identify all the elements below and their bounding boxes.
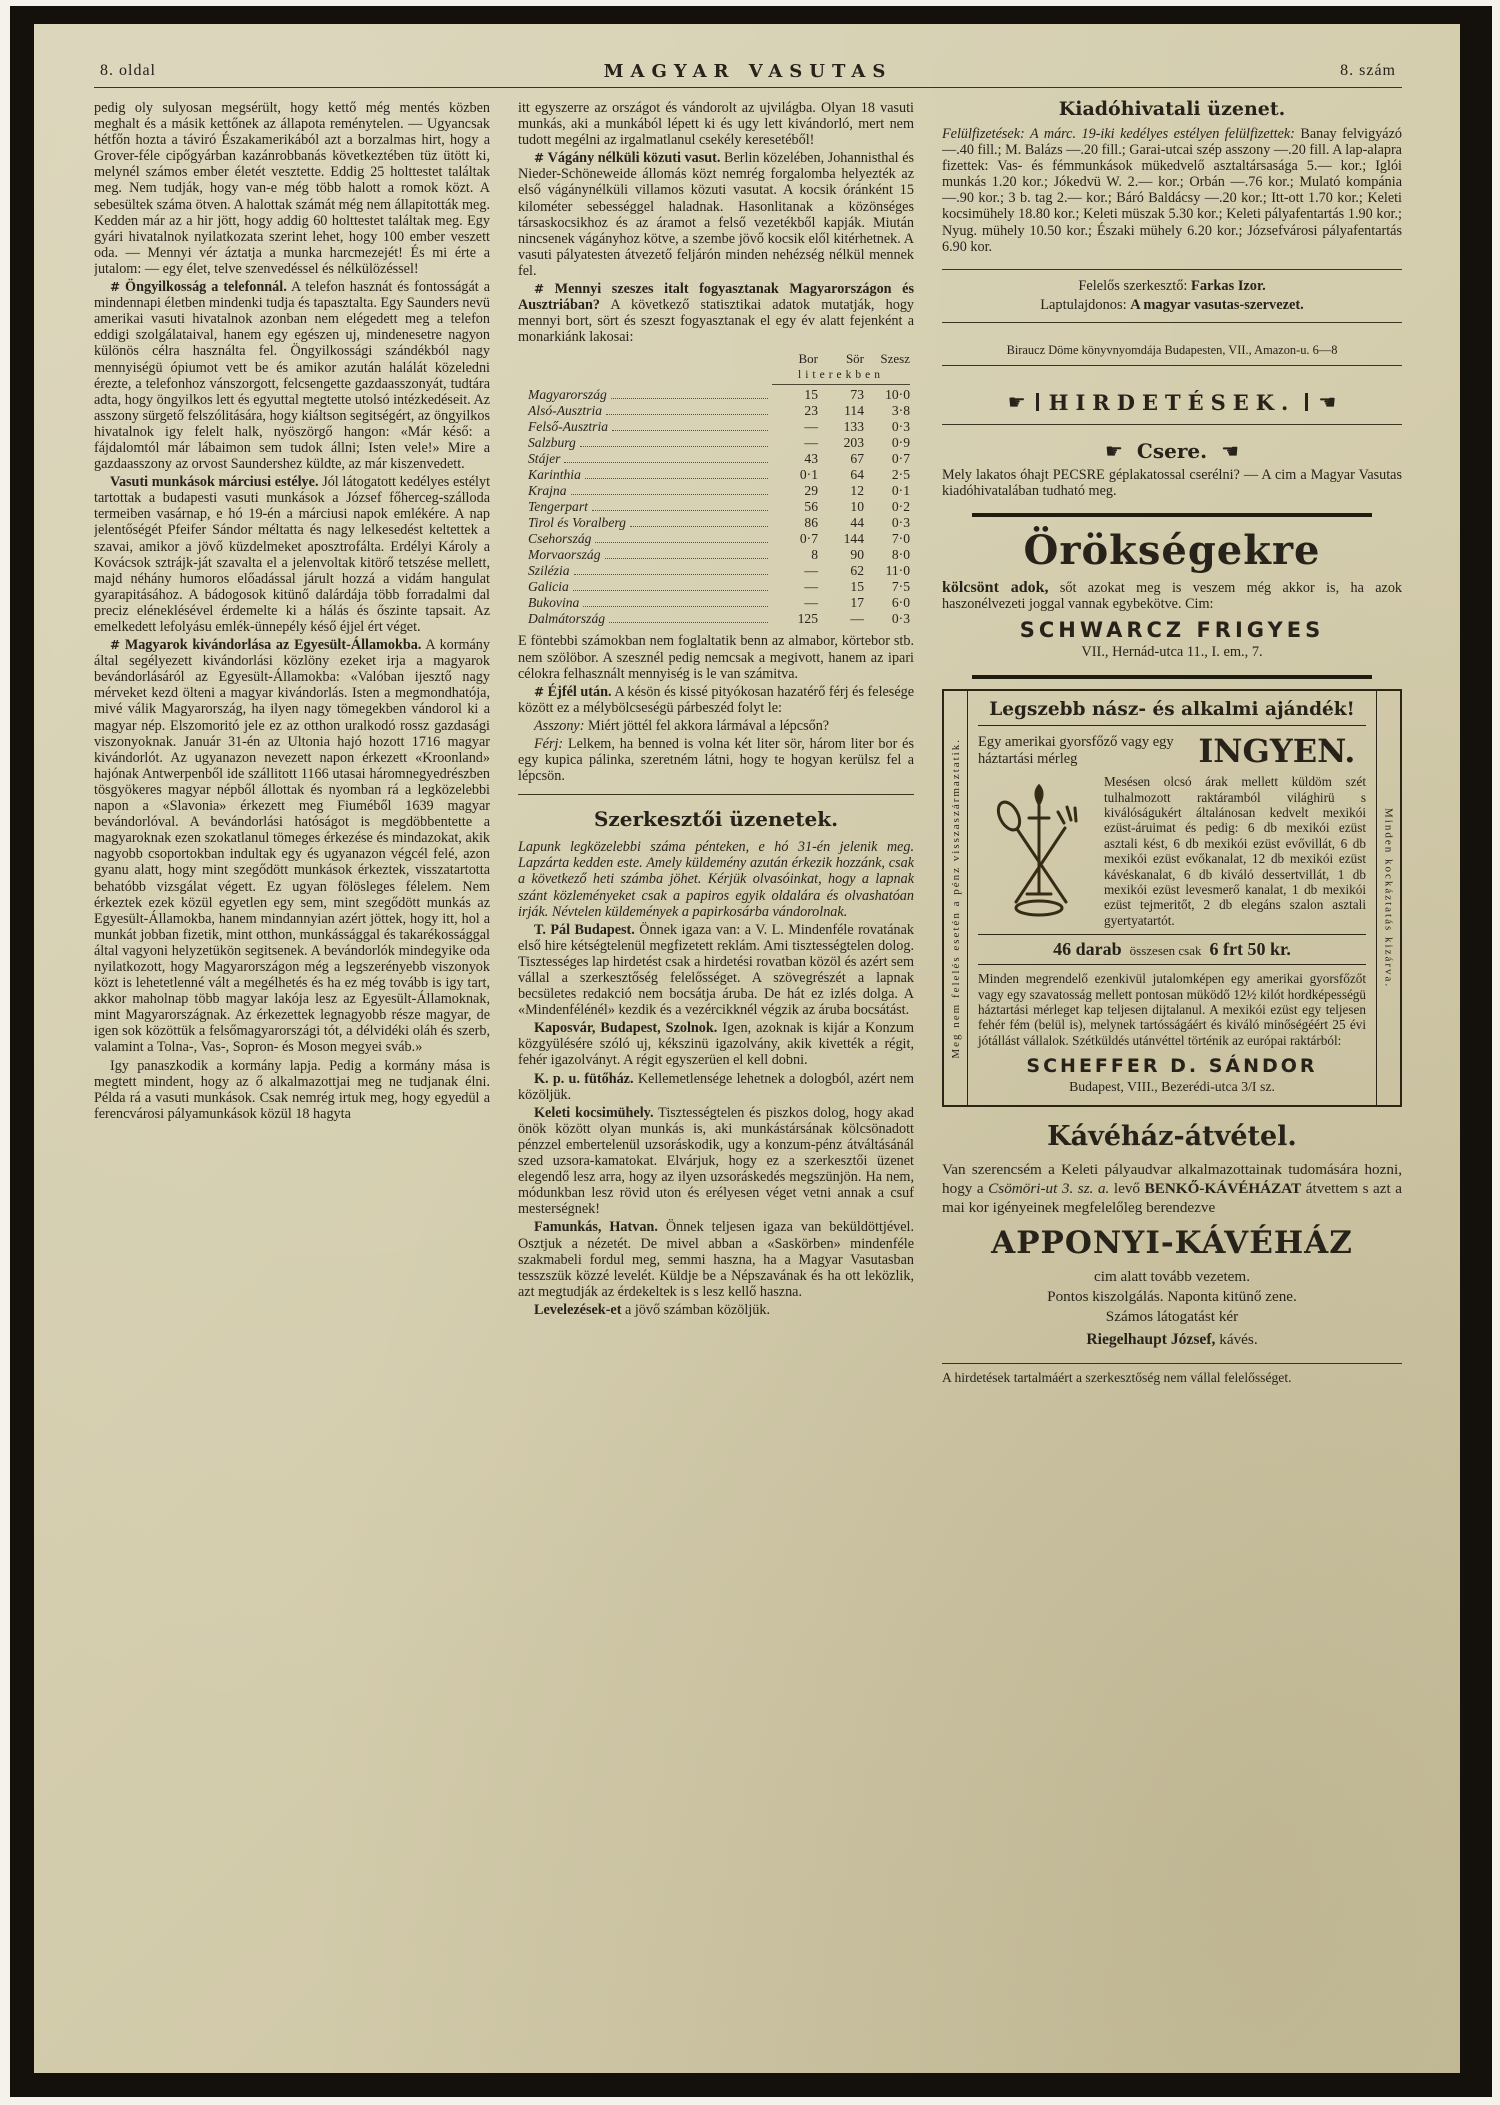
inheritance-ad-body: sőt azokat meg is veszem még akkor is, ha azok haszonélvezeti joggal vannak egybekötve. Cim:: [942, 579, 1402, 613]
impressum-line: [942, 277, 1402, 296]
article-paragraph: [518, 281, 914, 345]
article-text: A késön és kissé pityókosan hazatérő férj és felesége között ez a mélybölcseségü párbeszéd folyt le:: [518, 683, 914, 716]
table-row: Salzburg — 203 0·9: [528, 435, 910, 451]
column-header: Sör: [845, 351, 864, 367]
dialog-text: Lelkem, ha benned is volna két liter sör, három liter bor és egy kupica pálinka, szeretném látni, hogy te hogyan kerülsz fel a lépcsön.: [518, 735, 914, 785]
table-row: Tirol és Voralberg 86 44 0·3: [528, 515, 910, 531]
price-line: [978, 934, 1366, 965]
publisher-notice-heading: Kiadóhivatali üzenet.: [1058, 98, 1286, 120]
table-row: Szilézia — 62 11·0: [528, 563, 910, 579]
reply-text: Tisztességtelen és piszkos dolog, hogy akad önök között olyan munkás is, aki munkástársának kölcsönadott pénzzel embertelenül uzsoráskodik, ugy a konzum-pénz átváltásánál szed uzsora-kamatokat. Elvárjuk, hogy ez a szerkesztői üzenet elegendő lesz arra, hogy az ilyen uzsoráskedés megszünjön. Ha nem, módunkban lesz rövid uton és erélyesen véget vetni annak a csuf mesterségnek!: [518, 1104, 914, 1218]
cafe-ad: [942, 1121, 1402, 1349]
advertiser-address: VII., Hernád-utca 11., I. em., 7.: [1081, 644, 1263, 661]
page-number: 8. oldal: [100, 62, 156, 79]
table-row: Stájer 43 67 0·7: [528, 451, 910, 467]
price-connector: összesen csak: [1129, 943, 1202, 959]
section-mark-icon: #: [534, 684, 545, 699]
table-row: Tengerpart 56 10 0·2: [528, 499, 910, 515]
table-header-row: [528, 351, 910, 367]
silverware-ad-terms: Minden megrendelő ezenkivül jutalomképen egy amerikai gyorsfőzőt vagy egy szavatosság mellett pontosan müködő 12½ kilót hordképességü háztartási mérleget kap teljesen dijtalanul. A mexikói ezüst egy teljesen fehér fém (belül is), melynek tartósságáért és kiváló minőségéért 25 évi jótállást vállalok. Szétküldés utánvéttel történik az európai raktárból:: [978, 971, 1366, 1048]
article-title: Vágány nélküli közuti vasut.: [547, 150, 721, 167]
cafe-signature: Riegelhaupt József, kávés.: [1086, 1331, 1258, 1349]
section-mark-icon: #: [110, 638, 121, 653]
article-text: Berlin közelében, Johannisthal és Nieder-Schöneweide állomás közt nemrég forgalomba helyezték az első vágánynélküli villamos közuti vasutat. A kocsik óránként 15 kilométer sebességgel haladnak. Hasonlitanak a közönséges társaskocsikhoz és az áramot a felső vezetékből kapják. Miután nincsenek vágányhoz kötve, a szembe jövő kocsik elől kitérhetnek. A vasuti pályatesten átvezető feljárón minden nehézség nélkül mennek fel.: [518, 150, 914, 279]
inheritance-ad-lead: kölcsönt adok,: [942, 578, 1049, 596]
ad-side-note-left: [944, 691, 968, 1105]
table-row: Bukovina — 17 6·0: [528, 595, 910, 611]
article-text: Igy panaszkodik a kormány lapja. Pedig a kormány mása is megtett mindent, hogy az ő alkalmazottjai meg ne tudjanak élni. Példa rá a vasuti munkások. Csak nemrég irtuk meg, hogy egyedül a ferencvárosi pályamunkások közül 18 hagyta: [94, 1057, 490, 1122]
article-paragraph: [94, 474, 490, 635]
inheritance-ad-text: [942, 580, 1402, 612]
price-value: 6 frt 50 kr.: [1209, 939, 1291, 960]
table-row: Galicia — 15 7·5: [528, 579, 910, 595]
reply-text: Önnek igaza van: a V. L. Mindenféle rovatának első hire kétségtelenül megfizetett reklám. Ami tisztességtelen dolog. Tisztességes lap hirdetést csak a hirdetési rovatban közöl és azért sem vállal a szerkesztőség felelősséget. A szövegrészét a lapnak becsületes redakció nem bocsátja áruba. De hát ez izlés dolga. A «Mindenfélénél» kezdik és a vezércikknél végzik az áruba bocsátást.: [518, 921, 914, 1019]
article-paragraph: [518, 633, 914, 681]
owner-label: Laptulajdonos:: [1040, 296, 1127, 313]
table-row: Csehország 0·7 144 7·0: [528, 531, 910, 547]
new-cafe-name: APPONYI-KÁVÉHÁZ: [991, 1225, 1353, 1262]
csere-ad: [942, 439, 1402, 499]
reply-text: Igen, azoknak is kijár a Konzum közgyülésére szóló uj, kékszinü igazolvány, akik kivették a régit, fehér igazolványt. A régit egyszerüen el kell dobni.: [518, 1020, 914, 1069]
pointing-hand-icon: ☚: [1221, 438, 1239, 463]
section-mark-icon: #: [534, 151, 545, 166]
notice-body: Banay felvigyázó —.40 fill.; M. Balázs —.20 fill.; Garai-utcai szép asszony —.20 fill. A lap-alapra fizettek: Vas- és fémmunkások mükedvelő asztaltársasága 5.— kor.; Iglói munkás 1.20 kor.; Jókedvü W. 2.— kor.; Orbán —.76 kor.; Mulató kompánia —.90 kor.; 3 b. tag 2.— kor.; Báró Baldácsy —.20 kor.; Itt-ott 1.70 kor.; Keleti kocsimühely 18.80 kor.; Keleti müszak 5.30 kor.; Keleti pályafentartás 1.90 kor.; Nyug. mühely 10.50 kor.; Északi mühely 6.20 kor.; Józsefvárosi pályafentartás 6.90 kor.: [942, 126, 1402, 255]
column-2: [518, 98, 914, 2043]
advertiser-name: SCHEFFER D. SÁNDOR: [1026, 1055, 1318, 1078]
article-paragraph: [518, 684, 914, 716]
article-title: Magyarok kivándorlása az Egyesült-Államokba.: [124, 637, 422, 654]
cafe-address: Csömöri-ut 3. sz. a.: [988, 1180, 1110, 1198]
pointing-hand-icon: ☛: [1007, 390, 1026, 415]
dialog-line: [518, 718, 914, 734]
article-paragraph: [94, 637, 490, 1055]
csere-ad-header: [942, 439, 1402, 463]
editor-reply: [518, 1302, 914, 1318]
reply-addressee: K. p. u. fütőház.: [534, 1070, 634, 1087]
newspaper-page: [34, 24, 1460, 2073]
pointing-hand-icon: ☛: [1104, 438, 1123, 463]
article-text: E föntebbi számokban nem foglaltatik benn az almabor, körtebor stb. nem szölöbor. A szesznél pedig nemcsak a megivott, hanem az ipari célokra felhasznált mennyiség is le van számitva.: [518, 633, 914, 682]
old-cafe-name: BENKŐ-KÁVÉHÁZAT: [1144, 1180, 1302, 1198]
thick-divider: [972, 513, 1372, 517]
editor-reply: [518, 1219, 914, 1299]
cafe-ad-line: cim alatt tovább vezetem.: [1093, 1268, 1251, 1286]
inheritance-ad-title: Örökségekre: [1023, 526, 1321, 574]
impressum-box: [942, 269, 1402, 323]
ad-side-note-text: Minden kockáztatás kizárva.: [1382, 808, 1395, 989]
free-gift-label: INGYEN.: [1198, 732, 1356, 771]
candlestick-illustration: [978, 776, 1096, 926]
pointing-hand-icon: ☚: [1318, 390, 1337, 415]
reply-text: a jövő számban közöljük.: [625, 1301, 770, 1318]
advertisements-title: HIRDETÉSEK.: [1048, 389, 1296, 415]
silverware-ad-items: 6 db mexikói ezüst asztali kést, 6 db mexikói ezüst evővillát, 6 db mexikói ezüst evőkanalat, 12 db mexikói ezüst kávéskanalat, 6 db kiváló dessertvillát, 1 db mexikói ezüst levesmerő kanalat, 1 db mexikói ezüst tejmeritőt, 2 db elegáns szalon asztali gyertyatartót.: [1104, 820, 1366, 928]
page-header: [94, 54, 1402, 88]
cafe-owner-name: Riegelhaupt József,: [1086, 1331, 1216, 1349]
table-unit-row: [528, 367, 910, 387]
inheritance-loan-ad: [942, 527, 1402, 661]
cafe-ad-line: Pontos kiszolgálás. Naponta kitünő zene.: [1047, 1288, 1297, 1306]
editor-reply: [518, 1020, 914, 1068]
editor-lead-paragraph: Lapunk legközelebbi száma pénteken, e hó 31-én jelenik meg. Lapzárta kedden este. Amely küldemény azután érkezik hozzánk, csak a következő heti számba jöhet. Kérjük olvasóinkat, hogy a lapnak szánt közleményeket csak a papiros egyik oldalára és olvashatóan irják. Névtelen küldemények a papirkosárba vándorolnak.: [518, 839, 914, 920]
dialog-text: Miért jöttél fel akkora lármával a lépcsőn?: [588, 717, 830, 734]
reply-addressee: Keleti kocsimühely.: [534, 1104, 654, 1121]
advertisements-header: [942, 380, 1402, 425]
piece-count: 46 darab: [1053, 939, 1122, 960]
csere-ad-title: Csere.: [1136, 438, 1208, 463]
article-paragraph: [518, 150, 914, 279]
thick-divider: [972, 675, 1372, 679]
table-row: Krajna 29 12 0·1: [528, 483, 910, 499]
ad-side-note-text: Meg nem felelés esetén a pénz visszaszármaztatik.: [949, 737, 962, 1059]
column-header: Bor: [798, 351, 818, 367]
columns: [94, 98, 1402, 2043]
advertiser-name: SCHWARCZ FRIGYES: [1019, 618, 1325, 643]
publisher-notice: [942, 98, 1402, 255]
silverware-ad-toprow: [978, 732, 1366, 770]
impressum-line: [942, 296, 1402, 315]
article-title: Vasuti munkások márciusi estélye.: [110, 474, 319, 491]
notice-lead: Felülfizetések: A márc. 19-iki kedélyes estélyen felülfizettek:: [942, 126, 1295, 142]
printer-imprint: Biraucz Döme könyvnyomdája Budapesten, VII., Amazon-u. 6—8: [942, 337, 1402, 366]
publisher-notice-text: [942, 126, 1402, 255]
article-text: pedig oly sulyosan megsérült, hogy kettő még mentés közben meghalt és a másik kettőnek az állapota reménytelen. — Ugyancsak hétfőn hozta a táviró Északamerikából azt a borzalmas hirt, hogy a Grover-féle cipőgyárban kazánrobbanás következtében tüz ütött ki, melynél számos ember életét vesztette. Eddig 25 holttestet találtak meg. Nem tudják, hogy van-e még több halott a romok közt. A sebesültek száma ötven. A halottak számát még nem állapitották meg. Kedden már az a hir jött, hogy addig 60 holttestet találtak meg. Egy gyári hivatalnok nyilatkozata szerint lehet, hogy 100 ember veszett oda. — Mennyi vér áztatja a munka harcmezejét! És mi érte a jutalom: — egy élet, telve szenvedéssel és nélkülözéssel!: [94, 100, 490, 277]
speaker-label: Asszony:: [534, 717, 585, 734]
dialog-line: [518, 736, 914, 784]
article-title: Éjfél után.: [547, 683, 612, 700]
table-row: Alsó-Ausztria 23 114 3·8: [528, 403, 910, 419]
column-3: [942, 98, 1402, 2043]
column-header: Szesz: [880, 351, 910, 367]
article-paragraph: [94, 1058, 490, 1122]
article-text: A kormány által segélyezett kivándorlási közlöny ezeket irja a magyarok bevándorlásáról az Egyesült-Államokba: «Valóban ijesztő nagy mérveket kezd ölteni a magyar kivándorlás. Isten a megmondhatója, mivé válik Magyarország, ha ilyen nagy tömegekben vándorol ki a magyar nép. Elszomoritó jele ez az otthon uralkodó rossz gazdasági viszonyoknak. Január 31-én az Ultonia hajó hozott 1716 magyar kivándorlót. Az ugyanazon nevezett napon érkezett «Kroonland» hajónak Antwerpenből ide szállitott 1166 utasai háromnegyedrészben tösgyökeres magyar népből állottak és nyomban rá a legközelebbi napon a «Slavonia» érkezett meg Fiuméből 1639 magyar bevándorlóval. A bevándorlási hatóságot is megdöbbentette a magyaroknak ezen szokatlanul tömeges érkezése és mindazokat, akik nagyobb csoportokban indultak egy és ugyanazon végcél felé, azon gyanu alatt, hogy mint szegődött munkások érkeztek, visszatartotta behatóbb vizsgálat végett. Ez ugyan fölösleges félelem. Nem érkeztek ezek közül egyetlen egy sem, mint szegődött munkás az Egyesült-Államokba, hanem mindannyian azért jöttek, hogy itt, hol a munkát jobban fizetik, mint otthon, munkássággal és takarékossággal által vagyoni helyzetükön segitsenek. A bevándorlók mindegyike oda nyilatkozott, hogy Magyarországon még a legszerényebb viszonyok közt is lehetetlenné vált a megélhetés és ha ez még tovább is igy tart, akkor maholnap több magyar lakója lesz az Egyesült-Államoknak, mint Magyarországnak. Az érkezettek legnagyobb része magyar, de igen sok közöttük a felsőmagyarországi tót, a délvidéki oláh és szerb, valamint a Tolna-, Vas-, Sopron- és Moson megyei sváb.»: [94, 637, 490, 1056]
unit-label: literekben: [772, 367, 910, 385]
editor-reply: [518, 1071, 914, 1103]
issue-number: 8. szám: [1340, 62, 1396, 79]
owner-name: A magyar vasutas-szervezet.: [1130, 296, 1304, 313]
consumption-table: [528, 351, 910, 627]
editor-messages-heading: Szerkesztői üzenetek.: [593, 807, 839, 832]
speaker-label: Férj:: [534, 735, 564, 752]
ad-side-note-right: [1376, 691, 1400, 1105]
reply-addressee: Kaposvár, Budapest, Szolnok.: [534, 1020, 718, 1037]
disclaimer-note: A hirdetések tartalmáért a szerkesztőség nem vállal felelősséget.: [942, 1363, 1402, 1386]
table-row: Dalmátország 125 — 0·3: [528, 611, 910, 627]
section-mark-icon: #: [110, 280, 121, 295]
article-text: A telefon hasznát és fontosságát a mindennapi életben mindenki tudja és tapasztalta. Egy Saunders nevü amerikai vasuti hivatalnok azonban nem elégedett meg a telefon eddigi szolgálataival, hanem egy egészen uj, mindenesetre nagyon különös célra használta fel. Öngyilkossági szándékból nagy mennyiségü ópiumot vett be és amikor azután halálát közeledni érezte, a telefonhoz vánszorgott, felcsengette gazdaasszonyát, tudtára adta, hogy öngyilkos lett és egyuttal megtette utolsó intézkedéseit. Az asszony sürgető felszólitására, hogy kiáltson segitségért, az öngyilkos hivatalnok igy felelt halk, nyöszörgő hangon: «Már késő: a fájdalomtól már lábaimon sem tudok állni; Isten vele!» Mire a gazdaasszony az orvost Saundershez küldte, az már kiszenvedett.: [94, 279, 490, 473]
ornament-bar: [1305, 393, 1308, 411]
silverware-ad: [942, 689, 1402, 1107]
advertiser-address: Budapest, VIII., Bezerédi-utca 3/I sz.: [1069, 1079, 1275, 1095]
article-paragraph: [518, 100, 914, 148]
silverware-ad-title: Legszebb nász- és alkalmi ajándék!: [978, 699, 1366, 726]
table-row: Magyarország 15 73 10·0: [528, 387, 910, 403]
article-paragraph: [94, 279, 490, 472]
cafe-ad-line: Számos látogatást kér: [1105, 1308, 1239, 1326]
article-text: Jól látogatott kedélyes estélyt tartottak a budapesti vasuti munkások a József főherceg-szálloda termeiben vasárnap, e hó 19-én a márciusi napok emlékére. A nap jelentőségét Pfeifer Sándor méltatta és nagy lelkesedést keltettek a szavai, amikor a jövő küzdelmeket aposztrofálta. Erdélyi Károly a Kovácsok sztrájk-ját szavalta el a jelenvoltak kitörő tetszése mellett, majd néhány humoros előadással járult hozzá a vidám hangulat gyarapitásához. A bádogosok kitünő dalárdája több forradalmi dal preciz eléneklésével érdemelte ki a hálás és őszinte tapsait. Az emelkedett lefolyásu emlék-ünnepély késő éjjel ért véget.: [94, 474, 490, 635]
reply-addressee: Levelezések-et: [534, 1301, 622, 1318]
article-title: Mennyi szeszes italt fogyasztanak Magyarországon és Ausztriában?: [518, 281, 914, 314]
masthead-title: MAGYAR VASUTAS: [603, 61, 893, 82]
article-paragraph: [94, 100, 490, 277]
table-row: Karinthia 0·1 64 2·5: [528, 467, 910, 483]
article-title: Öngyilkosság a telefonnál.: [125, 279, 287, 296]
editor-reply: [518, 1105, 914, 1218]
cafe-ad-text: Van szerencsém a Keleti pályaudvar alkalmazottainak tudomására hozni, hogy a Csömöri-ut 3. sz. a. levő BENKŐ-KÁVÉHÁZAT átvettem s azt a mai kor igényeinek megfelelőleg berendezve: [942, 1161, 1402, 1217]
editor-label: Felelős szerkesztő:: [1078, 277, 1188, 294]
reply-addressee: Famunkás, Hatvan.: [534, 1219, 658, 1236]
table-row: Morvaország 8 90 8·0: [528, 547, 910, 563]
editor-reply: [518, 922, 914, 1019]
article-text: A következő statisztikai adatok mutatják, hogy mennyi bort, sört és szeszt fogyasztanak el egy év alatt fejenként a monarkiánk lakosai:: [518, 297, 914, 346]
silverware-ad-content: [968, 691, 1376, 1105]
column-1: [94, 98, 490, 2043]
section-mark-icon: #: [534, 282, 545, 297]
table-row: Felső-Ausztria — 133 0·3: [528, 419, 910, 435]
csere-ad-text: Mely lakatos óhajt PECSRE géplakatossal cserélni? — A cim a Magyar Vasutas kiadóhivatalában tudható meg.: [942, 466, 1402, 499]
ornament-bar: [1036, 393, 1039, 411]
cafe-ad-title: Kávéház-átvétel.: [1047, 1121, 1297, 1153]
silverware-ad-subtitle: Egy amerikai gyorsfőző vagy egy háztartási mérleg: [978, 734, 1174, 768]
silverware-ad-intro: Mesésen olcsó árak mellett küldöm szét tulhalmozott raktáramból világhirü s kiválóságukért általánosan kedvelt mexikói ezüst-áruimat és pedig: 6 db mexikói ezüst asztali kést, 6 db mexikói ezüst evővillát, 6 db mexikói ezüst evőkanalat, 12 db mexikói ezüst kávéskanalat, 6 db kiváló dessertvillát, 1 db mexikói ezüst levesmerő kanalat, 1 db mexikói ezüst tejmeritőt, 2 db elegáns szalon asztali gyertyatartót.: [1104, 774, 1366, 928]
editor-name: Farkas Izor.: [1191, 277, 1266, 294]
reply-text: Önnek teljesen igaza van beküldöttjével. Osztjuk a nézetét. De mivel abban a «Saskörben» mindenféle szakmabeli fordul meg, semmi haszna, ha a Magyar Vasutasban tesszszük közzé levelét. Küldje be a Népszavának és ha ott leközlik, azt megtudják az érdekeltek is s lesz kellő haszna.: [518, 1219, 914, 1300]
reply-addressee: T. Pál Budapest.: [534, 921, 635, 938]
article-text: itt egyszerre az országot és vándorolt az ujvilágba. Olyan 18 vasuti munkás, aki a munkából lépett ki és ugy lett kivándorló, mert nem tudott megélni az irgalmatlanul csekély keresetéből!: [518, 100, 914, 149]
editor-messages-section: [518, 794, 914, 1318]
reply-text: Kellemetlensége lehetnek a dologból, azért nem közöljük.: [518, 1070, 914, 1103]
silverware-ad-body: [978, 774, 1366, 928]
